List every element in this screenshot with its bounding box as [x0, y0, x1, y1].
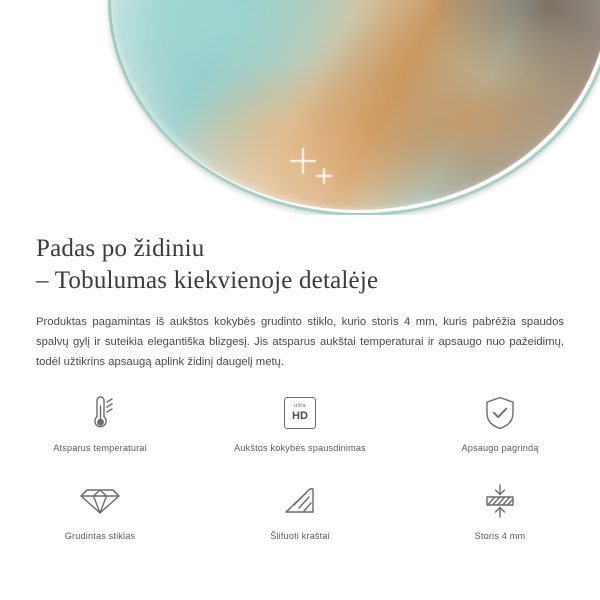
- feature-item-print-quality: [200, 390, 400, 468]
- page-title-line-1: Padas po židiniu: [36, 235, 205, 262]
- feature-item-temperature-resistant: [0, 390, 200, 468]
- ultra-hd-icon: [284, 390, 316, 436]
- round-glass-pad-image: [108, 0, 600, 210]
- feature-label: Atsparus temperaturai: [53, 443, 147, 453]
- diamond-icon: [80, 478, 120, 524]
- feature-item-polished-edges: [200, 478, 400, 556]
- feature-item-tempered-glass: [0, 478, 200, 556]
- ultra-hd-bottom-label: HD: [292, 409, 308, 422]
- feature-label: Apsaugo pagrindą: [461, 443, 539, 453]
- feature-label: Šlifuoti kraštai: [270, 531, 330, 541]
- feature-item-surface-protection: [400, 390, 600, 468]
- feature-grid: [0, 390, 600, 556]
- hero-image: [0, 0, 600, 215]
- thermometer-icon: [83, 390, 117, 436]
- thickness-arrows-icon: [481, 478, 519, 524]
- feature-label: Grudintas stiklas: [64, 531, 136, 541]
- shield-check-icon: [483, 390, 517, 436]
- page-title-line-2: – Tobulumas kiekvienoje detalėje: [36, 267, 379, 294]
- description-block: [0, 215, 600, 372]
- feature-item-thickness: [400, 478, 600, 556]
- polished-edges-icon: [282, 478, 318, 524]
- description-paragraph: Produktas pagamintas iš aukštos kokybės grudinto stiklo, kurio storis 4 mm, kuris pabrėžia spaudos spalvų gylį ir suteikia elegantiška blizgesį. Jis atsparus aukštai temperaturai ir apsaugo nuo pažeidimų, todėl užtikrins apsaugą aplink židinį daugelį metų.: [36, 316, 564, 368]
- ultra-hd-top-label: ultra: [294, 403, 306, 410]
- feature-label: Aukštos kokybės spausdinimas: [234, 443, 366, 453]
- feature-label: Storis 4 mm: [474, 531, 526, 541]
- page-title: [0, 215, 600, 297]
